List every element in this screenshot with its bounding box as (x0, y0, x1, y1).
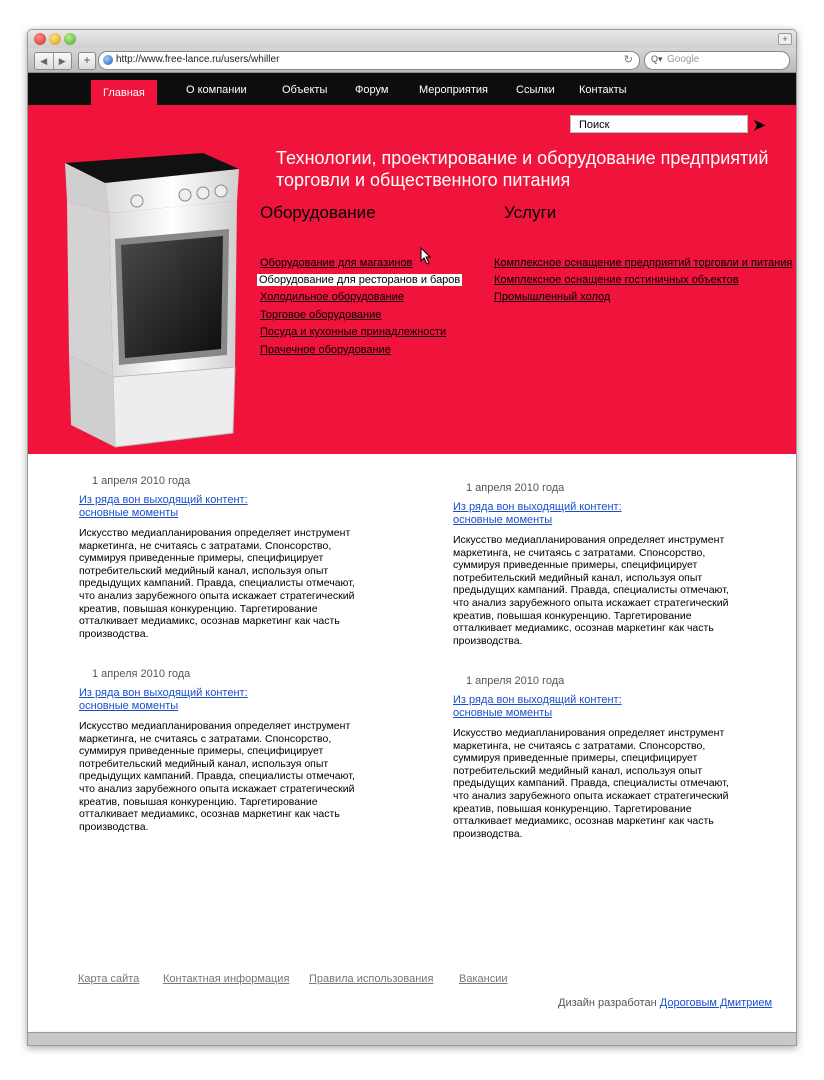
search-submit-arrow-icon[interactable]: ➤ (753, 117, 766, 134)
services-link-hotels[interactable]: Комплексное оснащение гостиничных объектов (494, 274, 739, 286)
equipment-link-restaurants[interactable]: Оборудование для ресторанов и баров (259, 274, 461, 286)
browser-search-field[interactable] (644, 51, 790, 70)
search-placeholder: Google (667, 54, 700, 65)
news-title-line1[interactable]: Из ряда вон выходящий контент: (79, 494, 248, 506)
news-item (79, 668, 359, 833)
close-window-button[interactable] (34, 33, 46, 45)
address-bar[interactable] (98, 51, 640, 70)
equipment-link-refrigeration[interactable]: Холодильное оборудование (260, 291, 404, 303)
browser-toolbar (28, 48, 796, 73)
main-navigation (28, 73, 796, 105)
footer-link-terms[interactable]: Правила использования (309, 973, 434, 985)
services-link-industrial-cooling[interactable]: Промышленный холод (494, 291, 611, 303)
news-title-line1[interactable]: Из ряда вон выходящий контент: (453, 694, 622, 706)
nav-item-about[interactable]: О компании (186, 84, 247, 96)
browser-window (27, 29, 797, 1046)
title-bar (28, 30, 796, 48)
hero-banner (28, 105, 796, 454)
site-tagline: Технологии, проектирование и оборудование предприятий торговли и общественного питания (276, 148, 769, 190)
equipment-link-laundry[interactable]: Прачечное оборудование (260, 344, 391, 356)
nav-item-forum[interactable]: Форум (355, 84, 389, 96)
add-bookmark-button[interactable]: + (78, 52, 96, 70)
forward-button[interactable]: ▶ (58, 56, 66, 66)
equipment-link-kitchenware[interactable]: Посуда и кухонные принадлежности (260, 326, 447, 338)
reload-icon[interactable]: ↻ (623, 54, 633, 66)
news-body: Искусство медиапланирования определяет инструмент маркетинга, не считаясь с затратами. Спонсорство, суммируя приведенные примеры, специфицирует потребительский медийный канал, используя опыт предыдущих кампаний. Правда, специалисты отмечают, что анализ зарубежного опыта искажает стратегический креатив, повышая конкуренцию. Таргетирование отталкивает медиамикс, осознав маркетинг как часть производства. (453, 534, 729, 647)
news-title-line2[interactable]: основные моменты (79, 700, 179, 712)
toolbar-toggle-button[interactable]: + (778, 33, 792, 45)
window-bottom-bar (28, 1032, 796, 1045)
news-title-line1[interactable]: Из ряда вон выходящий контент: (79, 687, 248, 699)
nav-item-links[interactable]: Ссылки (516, 84, 555, 96)
news-date: 1 апреля 2010 года (92, 668, 191, 680)
nav-item-home[interactable]: Главная (91, 80, 157, 105)
design-credit (558, 997, 772, 1009)
news-body: Искусство медиапланирования определяет инструмент маркетинга, не считаясь с затратами. Спонсорство, суммируя приведенные примеры, специфицирует потребительский медийный канал, используя опыт предыдущих кампаний. Правда, специалисты отмечают, что анализ зарубежного опыта искажает стратегический креатив, повышая конкуренцию. Таргетирование отталкивает медиамикс, осознав маркетинг как часть производства. (453, 727, 729, 840)
footer-link-sitemap[interactable]: Карта сайта (78, 973, 140, 985)
news-date: 1 апреля 2010 года (466, 482, 565, 494)
nav-item-events[interactable]: Мероприятия (419, 84, 488, 96)
news-body: Искусство медиапланирования определяет инструмент маркетинга, не считаясь с затратами. Спонсорство, суммируя приведенные примеры, специфицирует потребительский медийный канал, используя опыт предыдущих кампаний. Правда, специалисты отмечают, что анализ зарубежного опыта искажает стратегический креатив, повышая конкуренцию. Таргетирование отталкивает медиамикс, осознав маркетинг как часть производства. (79, 720, 355, 833)
news-title-line2[interactable]: основные моменты (453, 707, 553, 719)
history-buttons (34, 52, 72, 70)
news-body: Искусство медиапланирования определяет инструмент маркетинга, не считаясь с затратами. Спонсорство, суммируя приведенные примеры, специфицирует потребительский медийный канал, используя опыт предыдущих кампаний. Правда, специалисты отмечают, что анализ зарубежного опыта искажает стратегический креатив, повышая конкуренцию. Таргетирование отталкивает медиамикс, осознав маркетинг как часть производства. (79, 527, 355, 640)
mouse-pointer-icon (420, 247, 432, 265)
equipment-link-trade[interactable]: Торговое оборудование (260, 309, 382, 321)
credit-author-link[interactable]: Дороговым Дмитрием (659, 997, 773, 1009)
equipment-heading: Оборудование (260, 203, 376, 222)
globe-icon (103, 55, 113, 65)
news-item (79, 475, 359, 640)
equipment-link-shops[interactable]: Оборудование для магазинов (260, 257, 413, 269)
footer-link-contact-info[interactable]: Контактная информация (163, 973, 290, 985)
zoom-window-button[interactable] (64, 33, 76, 45)
footer-link-vacancies[interactable]: Вакансии (459, 973, 508, 985)
news-date: 1 апреля 2010 года (92, 475, 191, 487)
stove-image (53, 141, 239, 451)
nav-item-objects[interactable]: Объекты (282, 84, 328, 96)
back-button[interactable]: ◀ (35, 53, 54, 69)
news-item (453, 482, 733, 647)
web-page (28, 73, 796, 1031)
news-title-line1[interactable]: Из ряда вон выходящий контент: (453, 501, 622, 513)
services-link-trade-catering[interactable]: Комплексное оснащение предприятий торговли и питания (494, 257, 793, 269)
news-title-line2[interactable]: основные моменты (79, 507, 179, 519)
credit-prefix: Дизайн разработан (558, 997, 657, 1009)
magnifier-icon[interactable]: Q▾ (651, 54, 663, 64)
site-search-input[interactable]: Поиск (570, 115, 748, 133)
url-text[interactable]: http://www.free-lance.ru/users/whiller (116, 54, 280, 65)
news-title-line2[interactable]: основные моменты (453, 514, 553, 526)
news-date: 1 апреля 2010 года (466, 675, 565, 687)
nav-item-contacts[interactable]: Контакты (579, 84, 627, 96)
services-heading: Услуги (504, 203, 557, 222)
minimize-window-button[interactable] (49, 33, 61, 45)
news-item (453, 675, 733, 840)
